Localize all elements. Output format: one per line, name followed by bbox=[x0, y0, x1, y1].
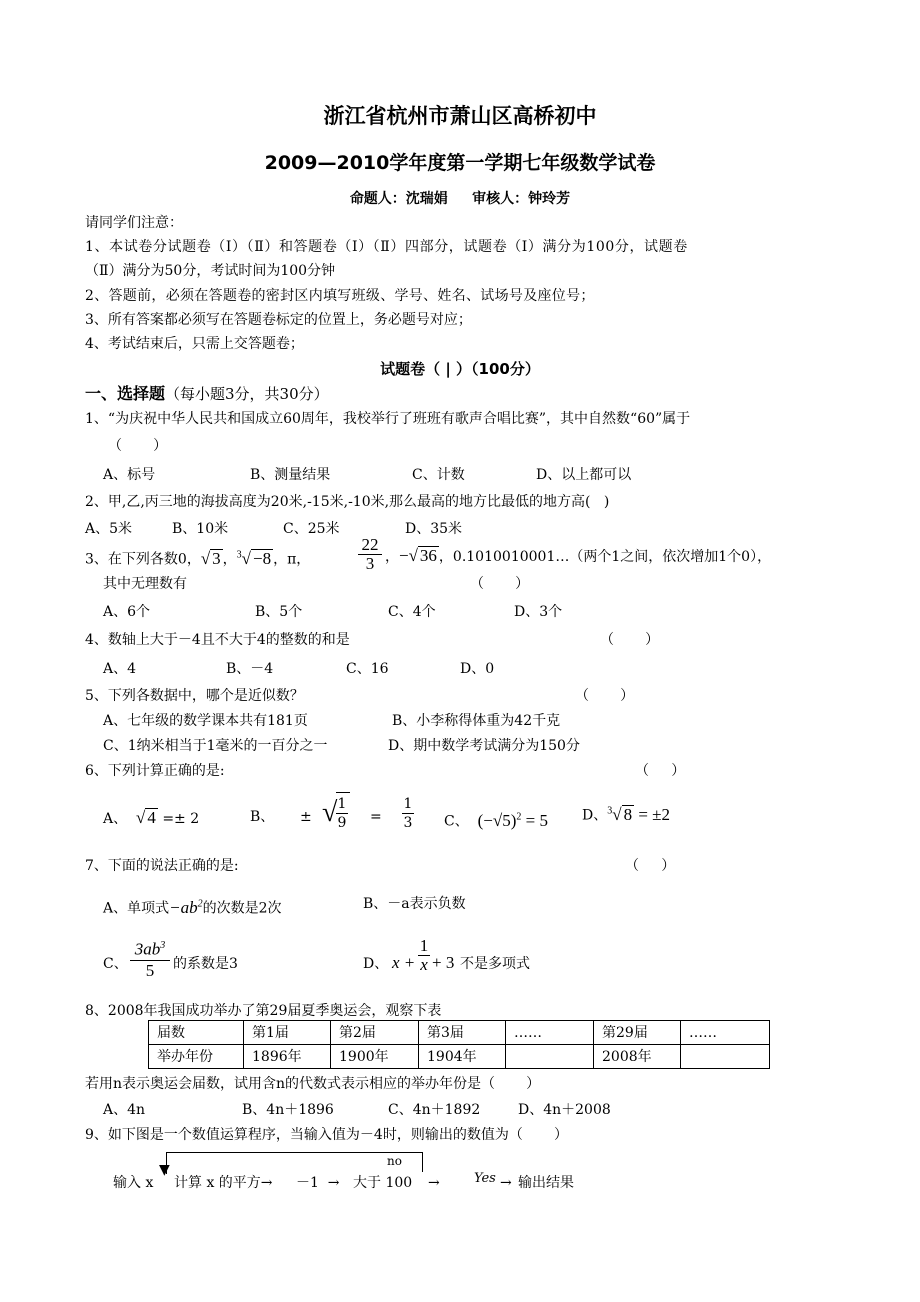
table-cell bbox=[506, 1045, 594, 1069]
q7-option-d-plus3: + 3 bbox=[432, 953, 455, 972]
q4-stem: 4、数轴上大于－4且不大于4的整数的和是 bbox=[85, 632, 350, 648]
q7-stem: 7、下面的说法正确的是: bbox=[85, 858, 239, 874]
table-cell: 2008年 bbox=[594, 1045, 681, 1069]
q1-stem: 1、“为庆祝中华人民共和国成立60周年，我校举行了班班有歌声合唱比赛”，其中自然数“60”属于 bbox=[85, 411, 691, 427]
q1-option-a[interactable]: A、标号 bbox=[103, 467, 156, 483]
q5-option-c[interactable]: C、1纳米相当于1毫米的一百分之一 bbox=[103, 738, 328, 754]
q2-option-d[interactable]: D、35米 bbox=[405, 521, 463, 537]
q4-option-c[interactable]: C、16 bbox=[346, 661, 389, 677]
fraction-numerator: 22 bbox=[358, 536, 382, 555]
flow-yes-arrow-icon: → bbox=[500, 1175, 512, 1191]
section-note: （每小题3分，共30分） bbox=[165, 385, 329, 403]
notice-item-1: 1、本试卷分试题卷（Ⅰ）（Ⅱ）和答题卷（Ⅰ）（Ⅱ）四部分，试题卷（Ⅰ）满分为100分，试题卷 bbox=[85, 239, 688, 255]
notice-item-1-cont: （Ⅱ）满分为50分，考试时间为100分钟 bbox=[85, 263, 336, 279]
q5-option-d[interactable]: D、期中数学考试满分为150分 bbox=[388, 738, 580, 754]
table-cell: 届数 bbox=[149, 1021, 244, 1045]
q1-option-b[interactable]: B、测量结果 bbox=[250, 467, 331, 483]
neg-sqrt-36: −√ 36 bbox=[399, 546, 437, 565]
q7-option-d-label[interactable]: D、 bbox=[363, 956, 389, 972]
q3-stem: 3、在下列各数0，√ 3 ，$^3$√ −8 ，π， bbox=[85, 548, 311, 568]
flow-input: 输入 x bbox=[113, 1175, 154, 1191]
flow-loop-top-line bbox=[166, 1152, 423, 1153]
q3-suffix: ，0.1010010001…（两个1之间，依次增加1个0）， bbox=[438, 549, 772, 565]
q8-option-c[interactable]: C、4n＋1892 bbox=[388, 1102, 481, 1118]
q8-question: 若用n表示奥运会届数，试用含n的代数式表示相应的举办年份是（ ） bbox=[85, 1076, 541, 1092]
table-cell: 举办年份 bbox=[149, 1045, 244, 1069]
notice-heading: 请同学们注意： bbox=[85, 215, 183, 231]
table-cell: 第29届 bbox=[594, 1021, 681, 1045]
fraction-3ab3-over-5: $3ab^3$ 5 bbox=[130, 936, 170, 981]
flow-loop-right-line bbox=[422, 1152, 423, 1172]
q7-option-c-text: 的系数是3 bbox=[173, 956, 238, 972]
q6-option-b-pm: ± bbox=[300, 809, 312, 825]
table-cell: 1900年 bbox=[331, 1045, 419, 1069]
q6-option-a[interactable]: A、 √ 4 =± 2 bbox=[103, 808, 200, 827]
q1-option-c[interactable]: C、计数 bbox=[412, 467, 465, 483]
flow-step-square: 计算 x 的平方→ bbox=[174, 1175, 273, 1191]
flow-down-arrow-icon: ▼ bbox=[159, 1162, 170, 1178]
exam-title: 2009—2010学年度第一学期七年级数学试卷 bbox=[264, 152, 656, 174]
table-cell bbox=[681, 1045, 770, 1069]
q3-option-c[interactable]: C、4个 bbox=[388, 604, 436, 620]
q7-option-d-x: x + bbox=[392, 953, 416, 972]
q3-prefix: 3、在下列各数0， bbox=[85, 551, 201, 568]
q2-option-b[interactable]: B、10米 bbox=[172, 521, 229, 537]
fraction-22-3 bbox=[358, 536, 382, 573]
sqrt-sign-large: √ bbox=[322, 797, 338, 828]
q6-b-fraction: 1 9 bbox=[337, 796, 347, 831]
q6-option-d[interactable]: D、$^3$√ 8 = ±2 bbox=[582, 804, 670, 824]
q6-option-c[interactable]: C、 $(-√5)^2 = 5$ bbox=[444, 810, 548, 830]
sqrt-4: √ 4 bbox=[136, 808, 156, 827]
section-heading bbox=[85, 381, 329, 404]
flow-yes-label: Yes bbox=[474, 1171, 496, 1186]
q7-option-c-label[interactable]: C、 bbox=[103, 956, 128, 972]
flow-step-minus1: －1 → bbox=[296, 1175, 340, 1191]
monomial-neg-ab2: $-ab^2$ bbox=[169, 897, 203, 917]
q1-option-d[interactable]: D、以上都可以 bbox=[536, 467, 632, 483]
q4-option-d[interactable]: D、0 bbox=[460, 661, 495, 677]
flow-arrow-icon: → bbox=[428, 1175, 440, 1191]
table-cell: 第2届 bbox=[331, 1021, 419, 1045]
q1-answer-blank[interactable]: （ ） bbox=[108, 438, 168, 454]
q6-b-result-fraction: 1 3 bbox=[403, 796, 413, 831]
q8-option-a[interactable]: A、4n bbox=[103, 1102, 146, 1118]
q7-answer-blank[interactable]: （ ） bbox=[625, 858, 676, 874]
flow-output: 输出结果 bbox=[518, 1175, 574, 1191]
q8-option-d[interactable]: D、4n＋2008 bbox=[518, 1102, 611, 1118]
sqrt-vinculum bbox=[336, 792, 350, 793]
q6-answer-blank[interactable]: （ ） bbox=[635, 763, 686, 779]
q2-option-a[interactable]: A、5米 bbox=[85, 521, 133, 537]
q9-stem: 9、如下图是一个数值运算程序，当输入值为－4时，则输出的数值为（ ） bbox=[85, 1127, 568, 1143]
table-cell: …… bbox=[506, 1021, 594, 1045]
q2-option-c[interactable]: C、25米 bbox=[283, 521, 340, 537]
q8-option-b[interactable]: B、4n＋1896 bbox=[242, 1102, 334, 1118]
notice-item-2: 2、答题前，必须在答题卷的密封区内填写班级、学号、姓名、试场号及座位号； bbox=[85, 288, 595, 304]
flow-no-label: no bbox=[387, 1154, 402, 1168]
olympics-table bbox=[148, 1020, 770, 1069]
table-cell: …… bbox=[681, 1021, 770, 1045]
q6-option-b-label[interactable]: B、 bbox=[250, 809, 275, 825]
q5-answer-blank[interactable]: （ ） bbox=[575, 688, 635, 704]
exam-authors: 命题人：沈瑞娟 审核人：钟玲芳 bbox=[349, 191, 571, 207]
q3-option-b[interactable]: B、5个 bbox=[255, 604, 303, 620]
q2-stem: 2、甲,乙,丙三地的海拔高度为20米,-15米,-10米,那么最高的地方比最低的地方高( ) bbox=[85, 494, 610, 510]
q6-stem: 6、下列计算正确的是: bbox=[85, 763, 225, 779]
neg-sqrt5-squared: $(-√5)^2 = 5$ bbox=[477, 810, 548, 830]
notice-item-4: 4、考试结束后，只需上交答题卷； bbox=[85, 336, 304, 352]
school-title: 浙江省杭州市萧山区高桥初中 bbox=[323, 104, 597, 128]
q3-pi: π， bbox=[287, 551, 311, 568]
table-cell: 1904年 bbox=[419, 1045, 506, 1069]
table-cell: 第1届 bbox=[244, 1021, 331, 1045]
q6-option-b-eq: = bbox=[370, 809, 382, 825]
q7-option-a[interactable]: A、单项式$-ab^2$的次数是2次 bbox=[103, 897, 282, 917]
fraction-denominator: 3 bbox=[365, 554, 375, 573]
cbrt-8: $^3$√ 8 = ±2 bbox=[607, 804, 670, 824]
q4-option-b[interactable]: B、－4 bbox=[226, 661, 274, 677]
q3-answer-blank[interactable]: （ ） bbox=[470, 576, 530, 592]
section-title: 一、选择题 bbox=[85, 384, 166, 403]
table-cell: 第3届 bbox=[419, 1021, 506, 1045]
sqrt-3: √ 3 bbox=[200, 548, 221, 568]
q5-option-b[interactable]: B、小李称得体重为42千克 bbox=[392, 713, 561, 729]
q7-option-b[interactable]: B、－a表示负数 bbox=[363, 896, 466, 912]
cbrt-neg8: $^3$√ −8 bbox=[236, 548, 272, 568]
q3-line2: 其中无理数有 bbox=[103, 576, 187, 592]
q3-option-a[interactable]: A、6个 bbox=[103, 604, 151, 620]
table-row bbox=[149, 1021, 770, 1045]
fraction-1-over-x: 1 x bbox=[419, 936, 429, 974]
flow-step-compare: 大于 100 bbox=[353, 1175, 413, 1191]
q3-option-d[interactable]: D、3个 bbox=[514, 604, 563, 620]
table-cell: 1896年 bbox=[244, 1045, 331, 1069]
paper-title: 试题卷（ | ）（100分） bbox=[380, 360, 540, 378]
q3-stem-cont: ，−√ 36 ，0.1010010001…（两个1之间，依次增加1个0）， bbox=[385, 546, 772, 565]
table-row bbox=[149, 1045, 770, 1069]
q7-option-d-text: 不是多项式 bbox=[460, 956, 530, 972]
q4-answer-blank[interactable]: （ ） bbox=[600, 632, 660, 648]
q5-option-a[interactable]: A、七年级的数学课本共有181页 bbox=[103, 713, 308, 729]
q8-stem: 8、2008年我国成功举办了第29届夏季奥运会，观察下表 bbox=[85, 1003, 442, 1019]
notice-item-3: 3、所有答案都必须写在答题卷标定的位置上，务必题号对应； bbox=[85, 312, 472, 328]
q5-stem: 5、下列各数据中，哪个是近似数？ bbox=[85, 688, 304, 704]
q4-option-a[interactable]: A、4 bbox=[103, 661, 137, 677]
